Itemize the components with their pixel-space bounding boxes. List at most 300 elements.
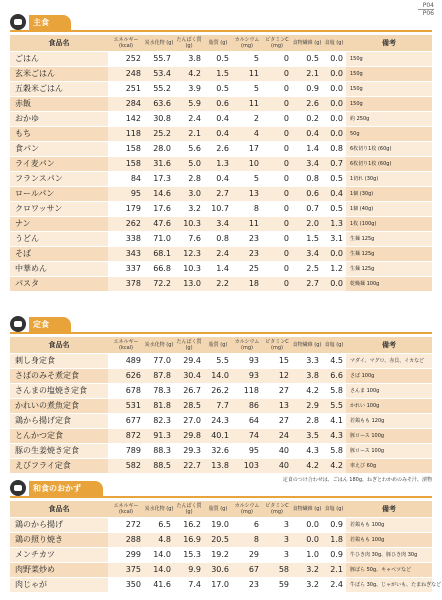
table-row	[10, 578, 432, 592]
cell-calcium: 17	[232, 142, 262, 156]
cell-vitamin-c: 3	[262, 533, 292, 547]
cell-salt: 3.1	[322, 232, 346, 246]
section-title: 和食のおかず	[29, 481, 103, 496]
cell-vitamin-c: 40	[262, 444, 292, 458]
column-header-calcium: カルシウム (mg)	[232, 337, 262, 353]
cell-energy: 343	[108, 247, 144, 261]
column-header-calcium: カルシウム (mg)	[232, 501, 262, 517]
cell-calcium: 93	[232, 354, 262, 368]
cell-protein: 29.4	[174, 354, 204, 368]
cell-vitamin-c: 3	[262, 548, 292, 562]
cell-carbohydrate: 66.8	[144, 262, 174, 276]
cell-salt: 5.8	[322, 384, 346, 398]
cell-vitamin-c: 0	[262, 202, 292, 216]
cell-protein: 2.1	[174, 127, 204, 141]
cell-salt: 0.0	[322, 247, 346, 261]
section-side-dish	[10, 480, 442, 593]
cell-salt: 5.5	[322, 399, 346, 413]
cell-calcium: 67	[232, 563, 262, 577]
cell-protein: 2.4	[174, 112, 204, 126]
cell-remarks: 豚ロース 100g	[346, 444, 432, 458]
cell-fat: 40.1	[204, 429, 232, 443]
cell-vitamin-c: 27	[262, 384, 292, 398]
cell-fat: 20.5	[204, 533, 232, 547]
cell-carbohydrate: 55.2	[144, 82, 174, 96]
table-row	[10, 202, 432, 216]
table-row	[10, 82, 432, 96]
cell-energy: 582	[108, 459, 144, 473]
cell-protein: 3.8	[174, 52, 204, 66]
table-row	[10, 414, 432, 428]
cell-fat: 0.5	[204, 52, 232, 66]
table-row	[10, 262, 432, 276]
cell-dietary-fiber: 4.2	[292, 459, 322, 473]
cell-dietary-fiber: 0.7	[292, 202, 322, 216]
cell-protein: 13.0	[174, 277, 204, 291]
column-header-food-name: 食品名	[10, 337, 108, 353]
cell-protein: 15.3	[174, 548, 204, 562]
cell-remarks: 車えび 60g	[346, 459, 432, 473]
cell-vitamin-c: 3	[262, 518, 292, 532]
column-header-salt: 食塩 (g)	[322, 501, 346, 517]
cell-salt: 5.8	[322, 444, 346, 458]
cell-fat: 1.3	[204, 157, 232, 171]
column-header-protein: たんぱく質 (g)	[174, 337, 204, 353]
cell-dietary-fiber: 0.0	[292, 518, 322, 532]
cell-energy: 284	[108, 97, 144, 111]
column-header-dietary-fiber: 食物繊維 (g)	[292, 501, 322, 517]
column-header-energy: エネルギー (kcal)	[108, 35, 144, 51]
cell-calcium: 6	[232, 518, 262, 532]
cell-energy: 489	[108, 354, 144, 368]
table-row	[10, 384, 432, 398]
section-title: 主食	[29, 15, 71, 30]
cell-food-name: さばのみそ煮定食	[10, 369, 108, 383]
cell-carbohydrate: 14.6	[144, 187, 174, 201]
cell-fat: 2.2	[204, 277, 232, 291]
cell-salt: 0.0	[322, 97, 346, 111]
cell-calcium: 5	[232, 172, 262, 186]
column-header-energy: エネルギー (kcal)	[108, 337, 144, 353]
column-header-vitamin-c: ビタミンC (mg)	[262, 35, 292, 51]
cell-calcium: 93	[232, 369, 262, 383]
cell-energy: 288	[108, 533, 144, 547]
table-row	[10, 247, 432, 261]
table-row	[10, 217, 432, 231]
cell-dietary-fiber: 0.0	[292, 533, 322, 547]
cell-calcium: 23	[232, 578, 262, 592]
cell-remarks: マダイ、マグロ、赤貝、イカなど	[346, 354, 432, 368]
cell-food-name: うどん	[10, 232, 108, 246]
cell-carbohydrate: 28.0	[144, 142, 174, 156]
cell-dietary-fiber: 0.8	[292, 172, 322, 186]
cell-remarks: さんま 100g	[346, 384, 432, 398]
nutrition-table	[10, 34, 432, 292]
cell-calcium: 86	[232, 399, 262, 413]
cell-food-name: ナン	[10, 217, 108, 231]
cell-dietary-fiber: 3.4	[292, 247, 322, 261]
cell-calcium: 8	[232, 202, 262, 216]
cell-protein: 5.6	[174, 142, 204, 156]
cell-calcium: 5	[232, 52, 262, 66]
table-row	[10, 232, 432, 246]
cell-carbohydrate: 14.0	[144, 548, 174, 562]
cell-salt: 0.7	[322, 157, 346, 171]
column-header-calcium: カルシウム (mg)	[232, 35, 262, 51]
section-header	[10, 14, 432, 32]
cell-energy: 158	[108, 157, 144, 171]
cell-vitamin-c: 0	[262, 157, 292, 171]
cell-salt: 0.0	[322, 112, 346, 126]
cell-remarks: 50g	[346, 127, 432, 141]
cell-salt: 0.0	[322, 127, 346, 141]
cell-energy: 678	[108, 384, 144, 398]
column-header-carbohydrate: 炭水化物 (g)	[144, 501, 174, 517]
column-header-food-name: 食品名	[10, 35, 108, 51]
cell-protein: 12.3	[174, 247, 204, 261]
cell-energy: 350	[108, 578, 144, 592]
cell-vitamin-c: 0	[262, 52, 292, 66]
cell-energy: 272	[108, 518, 144, 532]
cell-carbohydrate: 4.8	[144, 533, 174, 547]
cell-energy: 531	[108, 399, 144, 413]
cell-salt: 0.9	[322, 518, 346, 532]
cell-remarks: 生麺 125g	[346, 232, 432, 246]
cell-energy: 677	[108, 414, 144, 428]
column-header-salt: 食塩 (g)	[322, 35, 346, 51]
cell-protein: 3.9	[174, 82, 204, 96]
cell-carbohydrate: 87.8	[144, 369, 174, 383]
cell-food-name: 刺し身定食	[10, 354, 108, 368]
cell-protein: 5.9	[174, 97, 204, 111]
table-row	[10, 97, 432, 111]
cell-energy: 299	[108, 548, 144, 562]
cell-remarks: 1切れ (30g)	[346, 172, 432, 186]
cell-energy: 252	[108, 52, 144, 66]
column-header-energy: エネルギー (kcal)	[108, 501, 144, 517]
cell-food-name: さんまの塩焼き定食	[10, 384, 108, 398]
table-row	[10, 533, 432, 547]
cell-calcium: 5	[232, 82, 262, 96]
cell-fat: 14.0	[204, 369, 232, 383]
cell-energy: 338	[108, 232, 144, 246]
cell-fat: 0.4	[204, 172, 232, 186]
cell-remarks: 牛ひき肉 30g、豚ひき肉 30g	[346, 548, 432, 562]
cell-fat: 0.4	[204, 112, 232, 126]
cell-salt: 0.0	[322, 67, 346, 81]
table-row	[10, 354, 432, 368]
cell-carbohydrate: 91.3	[144, 429, 174, 443]
cell-vitamin-c: 0	[262, 67, 292, 81]
column-header-remarks: 備考	[346, 337, 432, 353]
cell-protein: 30.4	[174, 369, 204, 383]
section-header	[10, 480, 432, 498]
cell-food-name: パスタ	[10, 277, 108, 291]
cell-vitamin-c: 13	[262, 399, 292, 413]
cell-dietary-fiber: 2.7	[292, 277, 322, 291]
cell-vitamin-c: 24	[262, 429, 292, 443]
cell-remarks: 若鶏もも 100g	[346, 533, 432, 547]
table-row	[10, 277, 432, 291]
cell-calcium: 11	[232, 217, 262, 231]
cell-vitamin-c: 40	[262, 459, 292, 473]
cell-remarks: 150g	[346, 97, 432, 111]
cell-calcium: 95	[232, 444, 262, 458]
cell-carbohydrate: 17.3	[144, 172, 174, 186]
cell-vitamin-c: 0	[262, 262, 292, 276]
cell-dietary-fiber: 0.2	[292, 112, 322, 126]
cell-fat: 19.0	[204, 518, 232, 532]
cell-dietary-fiber: 0.4	[292, 127, 322, 141]
cell-protein: 7.4	[174, 578, 204, 592]
cell-food-name: 鶏の照り焼き	[10, 533, 108, 547]
cell-fat: 0.4	[204, 127, 232, 141]
cell-energy: 248	[108, 67, 144, 81]
cell-remarks: 6枚切り1枚 (60g)	[346, 142, 432, 156]
cell-calcium: 64	[232, 414, 262, 428]
cell-calcium: 74	[232, 429, 262, 443]
cell-protein: 29.8	[174, 429, 204, 443]
cell-carbohydrate: 53.4	[144, 67, 174, 81]
cell-vitamin-c: 59	[262, 578, 292, 592]
cell-fat: 1.5	[204, 67, 232, 81]
cell-fat: 0.6	[204, 97, 232, 111]
cell-food-name: 鶏から揚げ定食	[10, 414, 108, 428]
cell-calcium: 118	[232, 384, 262, 398]
column-header-vitamin-c: ビタミンC (mg)	[262, 501, 292, 517]
cell-dietary-fiber: 1.4	[292, 142, 322, 156]
cell-energy: 789	[108, 444, 144, 458]
cell-salt: 0.5	[322, 202, 346, 216]
cell-dietary-fiber: 4.3	[292, 444, 322, 458]
cell-dietary-fiber: 2.9	[292, 399, 322, 413]
cell-fat: 0.8	[204, 232, 232, 246]
cell-carbohydrate: 78.3	[144, 384, 174, 398]
cell-remarks: かれい 100g	[346, 399, 432, 413]
cell-remarks: 150g	[346, 82, 432, 96]
table-header-row	[10, 501, 432, 517]
table-header-row	[10, 35, 432, 51]
cell-protein: 29.3	[174, 444, 204, 458]
cell-protein: 10.3	[174, 217, 204, 231]
cell-food-name: そば	[10, 247, 108, 261]
cell-energy: 95	[108, 187, 144, 201]
cell-salt: 4.5	[322, 354, 346, 368]
nutrition-table	[10, 500, 442, 593]
cell-remarks: 生麺 125g	[346, 262, 432, 276]
cell-calcium: 23	[232, 247, 262, 261]
cell-carbohydrate: 63.6	[144, 97, 174, 111]
column-header-salt: 食塩 (g)	[322, 337, 346, 353]
cell-vitamin-c: 0	[262, 247, 292, 261]
cell-food-name: ごはん	[10, 52, 108, 66]
cell-remarks: 1個 (40g)	[346, 202, 432, 216]
cell-energy: 872	[108, 429, 144, 443]
cell-dietary-fiber: 2.5	[292, 262, 322, 276]
cell-dietary-fiber: 3.2	[292, 563, 322, 577]
cell-fat: 2.6	[204, 142, 232, 156]
cell-dietary-fiber: 3.5	[292, 429, 322, 443]
cell-calcium: 11	[232, 97, 262, 111]
cell-energy: 179	[108, 202, 144, 216]
cell-remarks: 豚ロース 100g	[346, 429, 432, 443]
cell-remarks: 150g	[346, 67, 432, 81]
cell-energy: 158	[108, 142, 144, 156]
cell-dietary-fiber: 1.5	[292, 232, 322, 246]
cell-salt: 0.4	[322, 187, 346, 201]
cell-dietary-fiber: 3.8	[292, 369, 322, 383]
cell-energy: 262	[108, 217, 144, 231]
column-header-fat: 脂質 (g)	[204, 35, 232, 51]
bowl-icon	[10, 480, 26, 496]
cell-energy: 626	[108, 369, 144, 383]
column-header-remarks: 備考	[346, 501, 432, 517]
cell-food-name: おかゆ	[10, 112, 108, 126]
section-staple	[10, 14, 432, 292]
cell-fat: 10.7	[204, 202, 232, 216]
cell-fat: 1.4	[204, 262, 232, 276]
cell-energy: 84	[108, 172, 144, 186]
bowl-icon	[10, 14, 26, 30]
cell-protein: 9.9	[174, 563, 204, 577]
table-row	[10, 67, 432, 81]
cell-food-name: もち	[10, 127, 108, 141]
cell-fat: 26.2	[204, 384, 232, 398]
cell-calcium: 4	[232, 127, 262, 141]
cell-vitamin-c: 15	[262, 354, 292, 368]
table-row	[10, 429, 432, 443]
cell-food-name: 五穀米ごはん	[10, 82, 108, 96]
table-row	[10, 369, 432, 383]
cell-fat: 7.7	[204, 399, 232, 413]
column-header-vitamin-c: ビタミンC (mg)	[262, 337, 292, 353]
cell-food-name: 中華めん	[10, 262, 108, 276]
cell-energy: 337	[108, 262, 144, 276]
cell-calcium: 23	[232, 232, 262, 246]
cell-carbohydrate: 68.1	[144, 247, 174, 261]
cell-calcium: 2	[232, 112, 262, 126]
cell-food-name: フランスパン	[10, 172, 108, 186]
cell-carbohydrate: 88.3	[144, 444, 174, 458]
cell-carbohydrate: 55.7	[144, 52, 174, 66]
cell-protein: 2.8	[174, 172, 204, 186]
nutrition-table	[10, 336, 432, 474]
cell-salt: 1.2	[322, 262, 346, 276]
cell-calcium: 29	[232, 548, 262, 562]
cell-dietary-fiber: 3.4	[292, 157, 322, 171]
cell-dietary-fiber: 0.9	[292, 82, 322, 96]
cell-vitamin-c: 58	[262, 563, 292, 577]
page-number-top: P04	[422, 2, 434, 9]
cell-protein: 10.3	[174, 262, 204, 276]
table-row	[10, 563, 432, 577]
cell-fat: 3.4	[204, 217, 232, 231]
cell-carbohydrate: 47.6	[144, 217, 174, 231]
cell-vitamin-c: 0	[262, 112, 292, 126]
cell-food-name: ライ麦パン	[10, 157, 108, 171]
column-header-protein: たんぱく質 (g)	[174, 35, 204, 51]
column-header-food-name: 食品名	[10, 501, 108, 517]
table-row	[10, 187, 432, 201]
table-header-row	[10, 337, 432, 353]
cell-fat: 2.4	[204, 247, 232, 261]
cell-salt: 6.6	[322, 369, 346, 383]
cell-food-name: 肉野菜炒め	[10, 563, 108, 577]
cell-fat: 17.0	[204, 578, 232, 592]
cell-carbohydrate: 72.2	[144, 277, 174, 291]
cell-carbohydrate: 88.5	[144, 459, 174, 473]
cell-protein: 3.0	[174, 187, 204, 201]
cell-calcium: 103	[232, 459, 262, 473]
column-header-carbohydrate: 炭水化物 (g)	[144, 337, 174, 353]
table-row	[10, 127, 432, 141]
section-header	[10, 316, 432, 334]
cell-calcium: 18	[232, 277, 262, 291]
cell-food-name: 食パン	[10, 142, 108, 156]
cell-food-name: えびフライ定食	[10, 459, 108, 473]
cell-energy: 375	[108, 563, 144, 577]
cell-carbohydrate: 31.6	[144, 157, 174, 171]
cell-protein: 4.2	[174, 67, 204, 81]
cell-protein: 16.2	[174, 518, 204, 532]
cell-dietary-fiber: 2.1	[292, 67, 322, 81]
table-row	[10, 142, 432, 156]
cell-calcium: 8	[232, 533, 262, 547]
cell-fat: 24.3	[204, 414, 232, 428]
cell-protein: 22.7	[174, 459, 204, 473]
cell-energy: 251	[108, 82, 144, 96]
cell-carbohydrate: 41.6	[144, 578, 174, 592]
cell-food-name: 赤飯	[10, 97, 108, 111]
cell-fat: 30.6	[204, 563, 232, 577]
cell-vitamin-c: 0	[262, 142, 292, 156]
cell-fat: 13.8	[204, 459, 232, 473]
cell-food-name: 玄米ごはん	[10, 67, 108, 81]
cell-salt: 2.1	[322, 563, 346, 577]
cell-carbohydrate: 14.0	[144, 563, 174, 577]
cell-calcium: 13	[232, 187, 262, 201]
cell-fat: 19.2	[204, 548, 232, 562]
cell-remarks: 乾燥麺 100g	[346, 277, 432, 291]
cell-carbohydrate: 77.0	[144, 354, 174, 368]
cell-vitamin-c: 0	[262, 232, 292, 246]
cell-food-name: かれいの煮魚定食	[10, 399, 108, 413]
cell-remarks: 生麺 125g	[346, 247, 432, 261]
cell-remarks: 1枚 (100g)	[346, 217, 432, 231]
cell-salt: 1.8	[322, 533, 346, 547]
bowl-icon	[10, 316, 26, 332]
cell-remarks: 約 250g	[346, 112, 432, 126]
section-title: 定食	[29, 317, 71, 332]
cell-energy: 378	[108, 277, 144, 291]
table-row	[10, 399, 432, 413]
table-row	[10, 172, 432, 186]
cell-energy: 118	[108, 127, 144, 141]
column-header-fat: 脂質 (g)	[204, 501, 232, 517]
column-header-carbohydrate: 炭水化物 (g)	[144, 35, 174, 51]
table-row	[10, 518, 432, 532]
cell-protein: 26.7	[174, 384, 204, 398]
cell-carbohydrate: 25.2	[144, 127, 174, 141]
cell-salt: 1.3	[322, 217, 346, 231]
table-row	[10, 444, 432, 458]
cell-remarks: 若鶏もも 120g	[346, 414, 432, 428]
cell-carbohydrate: 71.0	[144, 232, 174, 246]
table-row	[10, 157, 432, 171]
cell-vitamin-c: 0	[262, 127, 292, 141]
cell-fat: 5.5	[204, 354, 232, 368]
cell-protein: 3.2	[174, 202, 204, 216]
